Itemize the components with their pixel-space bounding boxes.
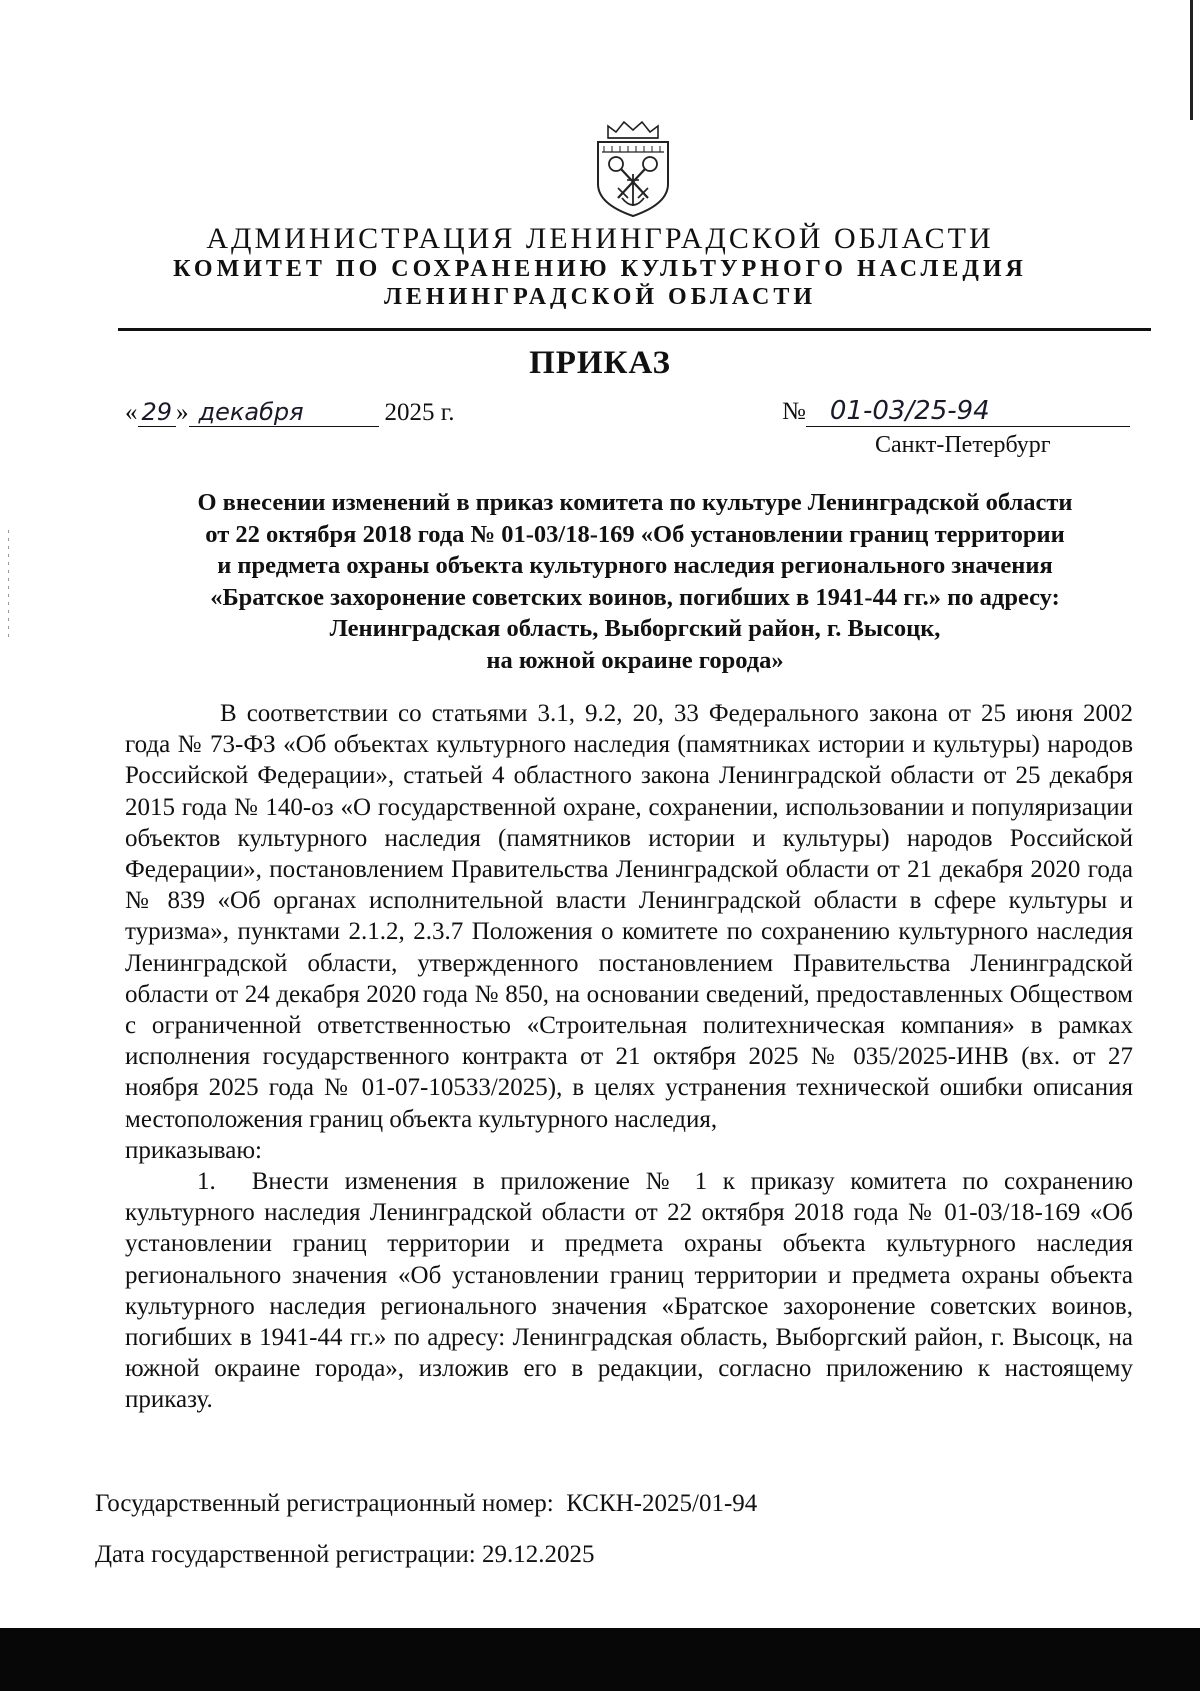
coat-of-arms-icon [586,118,680,220]
item-text: Внести изменения в приложение № 1 к приказу комитета по сохранению культурного наследия Ленинградской области от 22 октября 2018 года № 01-03/18-169 «Об установлении границ территории и предмета охраны объекта культурного наследия регионального значения «Об установлении границ территории и предмета охраны объекта культурного наследия регионального значения «Братское захоронение советских воинов, погибших в 1941-44 гг.» по адресу: Ленинградская область, Выборгский район, г. Высоцк, на южной окраине города», изложив его в редакции, согласно приложению к настоящему приказу. [125,1168,1133,1414]
subject-line: О внесении изменений в приказ комитета по культуре Ленинградской области [197,489,1073,516]
scan-bottom-band [0,1628,1200,1691]
document-city: Санкт-Петербург [875,432,1051,458]
scan-edge-line [1190,0,1193,120]
header-region: ЛЕНИНГРАДСКОЙ ОБЛАСТИ [383,284,817,310]
subject-line: «Братское захоронение советских воинов, погибших в 1941-44 гг.» по адресу: [210,583,1060,611]
registration-date [95,1541,595,1569]
order-item-1 [125,1166,1133,1416]
header-divider [118,328,1151,331]
subject-line: Ленинградская область, Выборгский район, г. Высоцк, [329,615,941,643]
document-type-title: ПРИКАЗ [529,345,671,381]
registration-number [95,1490,757,1518]
registration-date-value: 29.12.2025 [482,1541,595,1568]
header-administration: АДМИНИСТРАЦИЯ ЛЕНИНГРАДСКОЙ ОБЛАСТИ [206,222,994,255]
document-subject [110,487,1160,677]
date-year: 2025 г. [384,399,455,426]
item-number: 1. [197,1168,216,1196]
subject-line: и предмета охраны объекта культурного наследия регионального значения [217,552,1053,580]
scan-margin-mark [8,530,9,640]
order-word: приказываю: [125,1136,262,1164]
subject-line: на южной окраине города» [486,646,784,674]
preamble-paragraph: В соответствии со статьями 3.1, 9.2, 20, 33 Федерального закона от 25 июня 2002 года № 73-ФЗ «Об объектах культурного наследия (памятниках истории и культуры) народов Российской Федерации», статьей 4 областного закона Ленинградской области от 25 декабря 2015 года № 140-оз «О государственной охране, сохранении, использовании и популяризации объектов культурного наследия (памятников истории и культуры) народов Российской Федерации», постановлением Правительства Ленинградской области от 21 декабря 2020 года № 839 «Об органах исполнительной власти Ленинградской области в сфере культуры и туризма», пунктами 2.1.2, 2.3.7 Положения о комитете по сохранению культурного наследия Ленинградской области, утвержденного постановлением Правительства Ленинградской области от 24 декабря 2020 года № 850, на основании сведений, предоставленных Обществом с ограниченной ответственностью «Строительная политехническая компания» в рамках исполнения государственного контракта от 21 октября 2025 № 035/2025-ИНВ (вх. от 27 ноября 2025 года № 01-07-10533/2025), в целях устранения технической ошибки описания местоположения границ объекта культурного наследия, [125,700,1133,1133]
number-label: № [782,398,806,425]
registration-date-label: Дата государственной регистрации: [95,1541,476,1568]
registration-number-label: Государственный регистрационный номер: [95,1490,554,1517]
subject-line: от 22 октября 2018 года № 01-03/18-169 «Об установлении границ территории [205,520,1065,548]
number-value: 01-03/25-94 [806,396,1130,427]
date-month: декабря [189,398,379,427]
header-committee: КОМИТЕТ ПО СОХРАНЕНИЮ КУЛЬТУРНОГО НАСЛЕДИЯ [173,256,1027,282]
document-body [125,698,1133,1416]
registration-number-value: КСКН-2025/01-94 [566,1490,758,1517]
document-number [782,396,1130,427]
date-day: 29 [138,398,177,427]
document-date: « 29 » декабря 2025 г. [125,398,455,426]
